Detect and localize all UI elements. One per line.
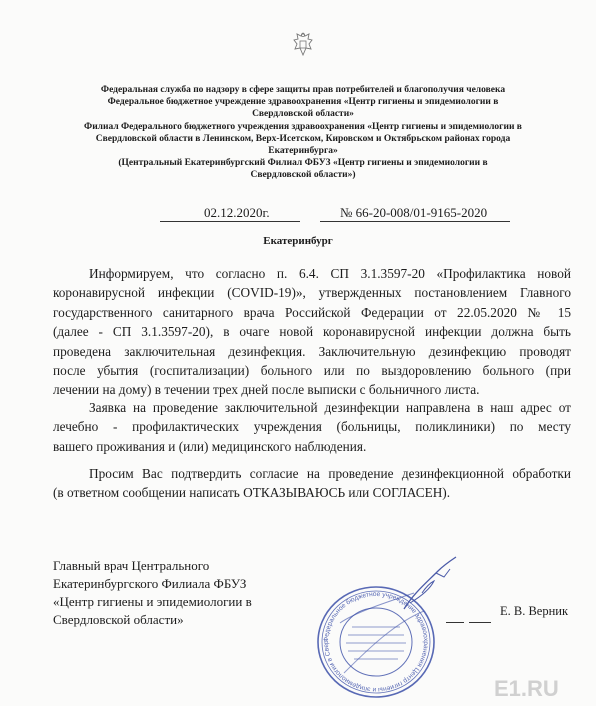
handwritten-signature [400,553,460,613]
header-line: Свердловской области в Ленинском, Верх-Исетском, Кировском и Октябрьском районах города [95,134,511,144]
paragraph-line: Просим Вас подтвердить согласие на проведение дезинфекционной обработки [89,466,571,481]
paragraph-line: (в ответном сообщении написать ОТКАЗЫВАЮСЬ или СОГЛАСЕН). [53,485,451,501]
paragraph-line: вашего проживания и (или) медицинского наблюдения. [53,438,367,454]
document-city: Екатеринбург [263,235,333,247]
paragraph-line: лечении на дому) в течении трех дней после выписки с больничного листа. [53,382,480,398]
signature-title-line: «Центр гигиены и эпидемиологии в [53,594,252,609]
header-line: Екатеринбурга» [268,146,338,156]
header-line: Филиал Федерального бюджетного учреждения здравоохранения «Центр гигиены и эпидемиологии в [84,122,522,132]
header-line: (Центральный Екатеринбургский Филиал ФБУЗ «Центр гигиены и эпидемиологии в [118,158,488,168]
signature-title-line: Главный врач Центрального [53,558,210,573]
date-underline [160,221,300,222]
number-underline [320,221,510,222]
header-line: Свердловской области» [252,109,354,119]
signature-underline [446,622,464,623]
signature-title-line: Екатеринбургского Филиала ФБУЗ [53,576,247,591]
paragraph-line: (далее - СП 3.1.3597-20), в очаге новой коронавирусной инфекции должна быть [53,324,571,340]
paragraph-line: после убытия (госпитализации) больного или по выздоровлению больного (при [53,363,571,379]
paragraph-line: государственного санитарного врача Российской Федерации от 22.05.2020 № 15 [53,304,571,320]
header-line: Федеральное бюджетное учреждение здравоохранения «Центр гигиены и эпидемиологии в [107,97,499,107]
paragraph-line: лечебно - профилактических учреждения (больницы, поликлиники) по месту [53,419,571,435]
stamp-ring-text: Федеральное бюджетное учреждение здравоохранения Центр гигиены и эпидемиологии в Свер [322,590,430,694]
paragraph-line: проведена заключительная дезинфекция. Заключительную дезинфекцию проводят [53,343,571,359]
body-paragraph-3 [53,464,571,503]
signature-title [53,557,313,629]
paragraph-line: коронавирусной инфекции (COVID-19)», утвержденных постановлением Главного [53,285,571,301]
e1-watermark-logo: E1.RU [494,676,559,701]
signer-name: Е. В. Верник [500,604,569,618]
document-date: 02.12.2020г. [204,205,270,220]
body-paragraph-2 [53,398,571,456]
coat-of-arms-emblem [292,31,314,57]
header-line: Федеральная служба по надзору в сфере защиты прав потребителей и благополучия человека [100,85,506,95]
signature-underline [469,622,491,623]
header-line: Свердловской области») [250,170,356,180]
signature-title-line: Свердловской области» [53,612,184,627]
document-number: № 66-20-008/01-9165-2020 [340,205,488,220]
paragraph-line: Информируем, что согласно п. 6.4. СП 3.1.3597-20 «Профилактика новой [89,266,571,281]
paragraph-line: Заявка на проведение заключительной дезинфекции направлена в наш адрес от [89,400,571,415]
body-paragraph-1 [53,264,571,400]
